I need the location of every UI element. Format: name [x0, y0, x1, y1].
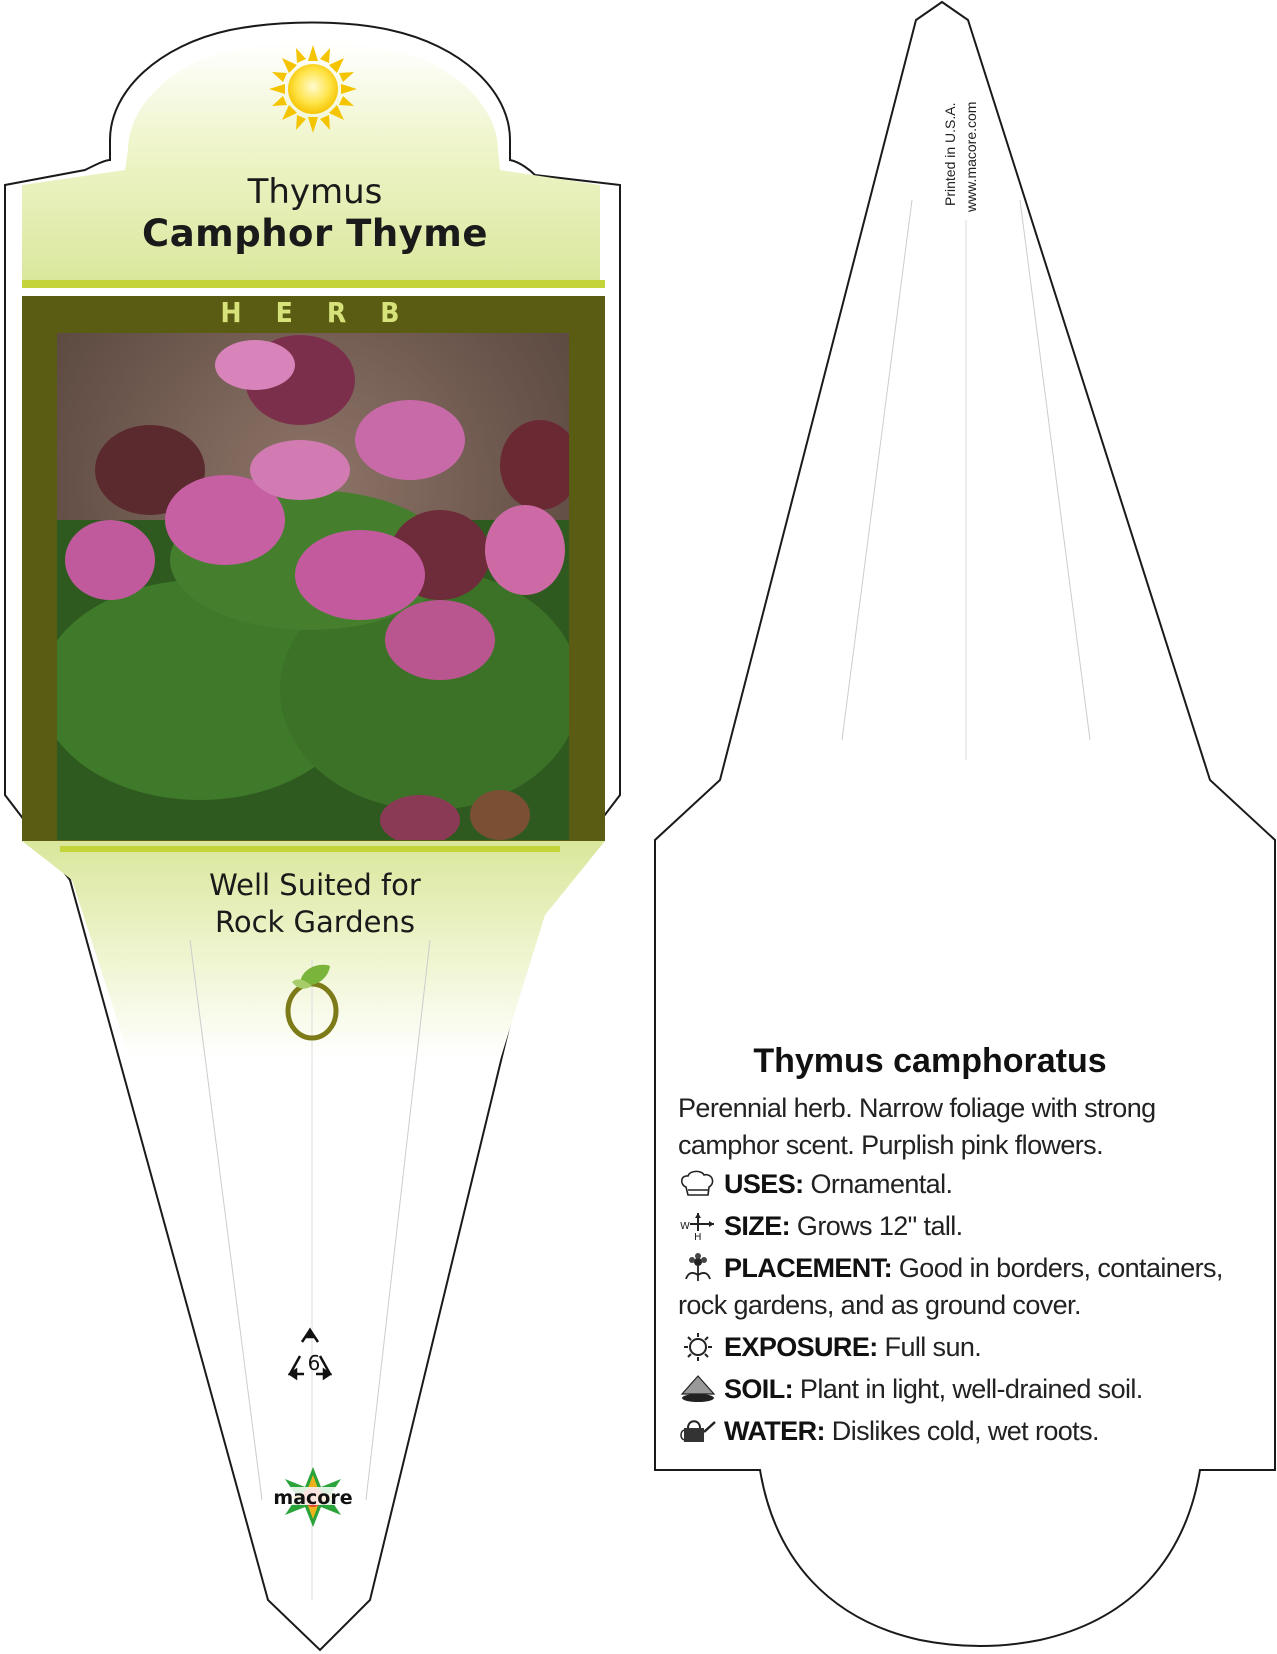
- website-text: www.macore.com: [963, 101, 979, 212]
- category-label: HERB: [220, 296, 434, 329]
- soil-label: SOIL:: [724, 1374, 793, 1404]
- feature-line-2: Rock Gardens: [215, 905, 415, 939]
- chef-hat-icon: [678, 1169, 718, 1199]
- brand-name: macore: [273, 1487, 353, 1509]
- printed-in-text: Printed in U.S.A.: [942, 102, 958, 206]
- exposure-label: EXPOSURE:: [724, 1332, 878, 1362]
- sun-outline-icon: [678, 1332, 718, 1362]
- water-label: WATER:: [724, 1416, 825, 1446]
- plant-description: Perennial herb. Narrow foliage with strong camphor scent. Purplish pink flowers.: [678, 1093, 1156, 1160]
- care-placement: [678, 1250, 1238, 1324]
- common-name: Camphor Thyme: [142, 212, 488, 255]
- watering-can-icon: [678, 1416, 718, 1446]
- placement-label: PLACEMENT:: [724, 1253, 892, 1283]
- recycle-code: 6: [307, 1351, 321, 1375]
- botanical-name: Thymus camphoratus: [753, 1042, 1107, 1080]
- care-exposure: [678, 1329, 1238, 1366]
- care-size: [678, 1208, 1238, 1245]
- care-soil: [678, 1371, 1238, 1408]
- care-uses: [678, 1166, 1238, 1203]
- size-arrows-icon: [678, 1211, 718, 1241]
- sun-icon: [269, 45, 357, 133]
- size-label: SIZE:: [724, 1211, 791, 1241]
- genus-name: Thymus: [247, 172, 383, 212]
- exposure-text: Full sun.: [884, 1332, 982, 1362]
- uses-label: USES:: [724, 1169, 804, 1199]
- uses-text: Ornamental.: [810, 1169, 953, 1199]
- soil-text: Plant in light, well-drained soil.: [799, 1374, 1143, 1404]
- water-text: Dislikes cold, wet roots.: [831, 1416, 1099, 1446]
- care-water: [678, 1413, 1238, 1450]
- svg-text:W: W: [680, 1221, 690, 1232]
- placement-flower-icon: [678, 1253, 718, 1283]
- svg-text:H: H: [694, 1232, 701, 1241]
- feature-line-1: Well Suited for: [209, 868, 421, 902]
- plant-photo: [40, 333, 580, 845]
- soil-trowel-icon: [678, 1374, 718, 1404]
- size-text: Grows 12" tall.: [796, 1211, 963, 1241]
- placement-text: Good in borders, containers, rock gardens, and as ground cover.: [678, 1253, 1223, 1320]
- feature-text: [60, 867, 570, 941]
